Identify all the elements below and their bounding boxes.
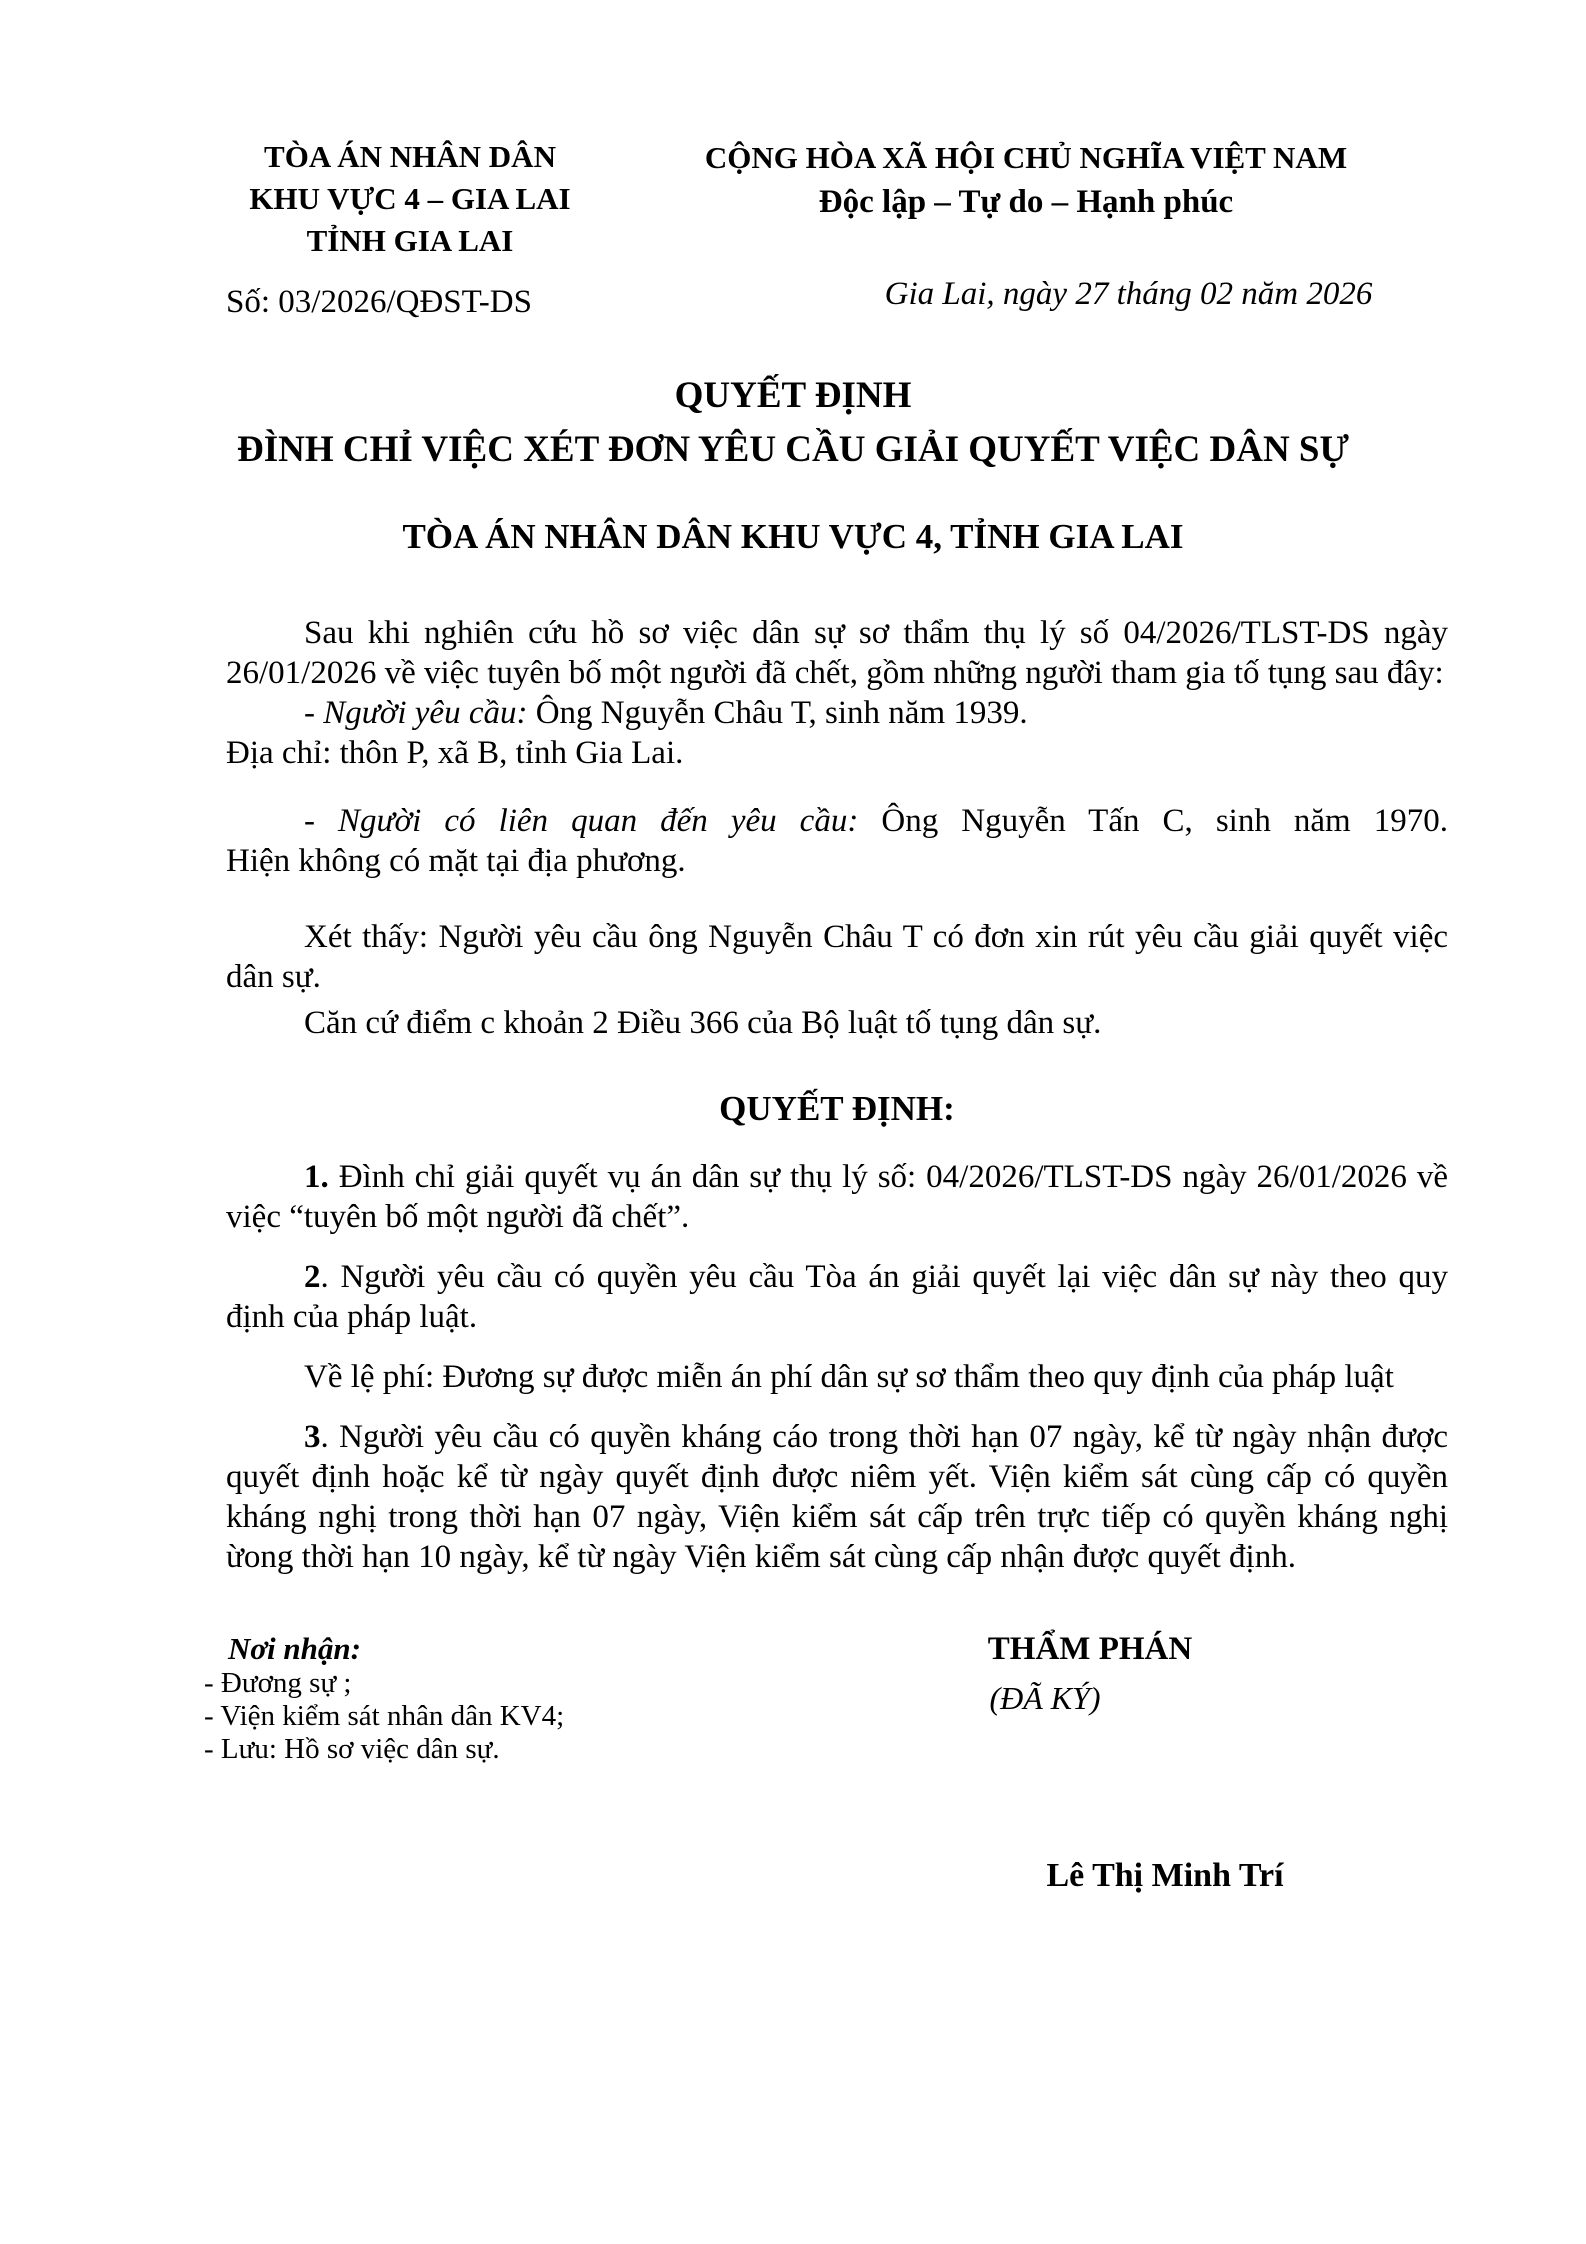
document-title-block [0, 373, 1586, 557]
recipients-label: Nơi nhận: [228, 1631, 361, 1666]
signer-title: THẨM PHÁN [987, 1631, 1193, 1667]
signed-note: (ĐÃ KÝ) [989, 1680, 1101, 1716]
recipient-item-1: - Đương sự ; [204, 1667, 352, 1699]
consideration-paragraph: Xét thấy: Người yêu cầu ông Nguyễn Châu T có đơn xin rút yêu cầu giải quyết việc dân sự. [226, 919, 1448, 995]
signature-block [860, 1631, 1320, 1895]
document-title: QUYẾT ĐỊNH [674, 375, 912, 416]
decision-heading: QUYẾT ĐỊNH: [719, 1089, 955, 1128]
recipients-block [204, 1631, 804, 1895]
recipient-item-3: - Lưu: Hồ sơ việc dân sự. [204, 1733, 500, 1765]
decision-item-1-text: Đình chỉ giải quyết vụ án dân sự thụ lý số: 04/2026/TLST-DS ngày 26/01/2026 về việc “tuyên bố một người đã chết”. [226, 1159, 1448, 1235]
document-body [226, 613, 1448, 1577]
decision-item-1-number: 1. [304, 1159, 329, 1195]
national-motto: Độc lập – Tự do – Hạnh phúc [818, 184, 1234, 220]
issuing-court-block [226, 136, 594, 321]
related-party-label: - Người có liên quan đến yêu cầu: [304, 803, 859, 839]
document-footer [204, 1631, 1446, 1895]
decision-item-2 [226, 1257, 1448, 1337]
court-name-line1: TÒA ÁN NHÂN DÂN [264, 139, 556, 174]
national-motto-block [652, 136, 1400, 321]
related-party-value: Ông Nguyễn Tấn C, sinh năm 1970. [858, 803, 1448, 839]
requester-value: Ông Nguyễn Châu T, sinh năm 1939. [527, 695, 1028, 731]
legal-basis-paragraph: Căn cứ điểm c khoản 2 Điều 366 của Bộ luật tố tụng dân sự. [304, 1005, 1102, 1041]
recipient-item-2: - Viện kiểm sát nhân dân KV4; [204, 1700, 565, 1732]
intro-paragraph: Sau khi nghiên cứu hồ sơ việc dân sự sơ thẩm thụ lý số 04/2026/TLST-DS ngày 26/01/2026 về việc tuyên bố một người đã chết, gồm những người tham gia tố tụng sau đây: [226, 615, 1448, 691]
decision-item-2-number: 2 [304, 1259, 321, 1295]
requester-address: Địa chỉ: thôn P, xã B, tỉnh Gia Lai. [226, 735, 684, 771]
court-name-line2: KHU VỰC 4 – GIA LAI [249, 181, 571, 216]
issuing-authority-title: TÒA ÁN NHÂN DÂN KHU VỰC 4, TỈNH GIA LAI [402, 517, 1184, 556]
national-title: CỘNG HÒA XÃ HỘI CHỦ NGHĨA VIỆT NAM [704, 140, 1348, 175]
document-number: Số: 03/2026/QĐST-DS [226, 284, 532, 320]
requester-label: - Người yêu cầu: [304, 695, 528, 731]
document-subtitle: ĐÌNH CHỈ VIỆC XÉT ĐƠN YÊU CẦU GIẢI QUYẾT VIỆC DÂN SỰ [237, 429, 1349, 470]
related-party-line [226, 801, 1448, 841]
document-header [0, 0, 1586, 321]
decision-item-3 [226, 1417, 1448, 1577]
decision-item-2-text: . Người yêu cầu có quyền yêu cầu Tòa án giải quyết lại việc dân sự này theo quy định của pháp luật. [226, 1259, 1448, 1335]
decision-item-3-text: . Người yêu cầu có quyền kháng cáo trong thời hạn 07 ngày, kể từ ngày nhận được quyết định hoặc kể từ ngày quyết định được niêm yết. Viện kiểm sát cùng cấp có quyền kháng nghị trong thời hạn 07 ngày, Viện kiểm sát cấp trên trực tiếp có quyền kháng nghị ừong thời hạn 10 ngày, kể từ ngày Viện kiểm sát cùng cấp nhận được quyết định. [226, 1419, 1448, 1575]
signer-name: Lê Thị Minh Trí [1046, 1857, 1284, 1894]
issue-place-date: Gia Lai, ngày 27 tháng 02 năm 2026 [884, 276, 1373, 312]
related-party-note: Hiện không có mặt tại địa phương. [226, 843, 686, 879]
court-name-line3: TỈNH GIA LAI [306, 223, 514, 258]
requester-line [226, 693, 1448, 733]
decision-item-3-number: 3 [304, 1419, 321, 1455]
decision-item-1 [226, 1157, 1448, 1237]
fee-paragraph: Về lệ phí: Đương sự được miễn án phí dân sự sơ thẩm theo quy định của pháp luật [304, 1359, 1394, 1395]
